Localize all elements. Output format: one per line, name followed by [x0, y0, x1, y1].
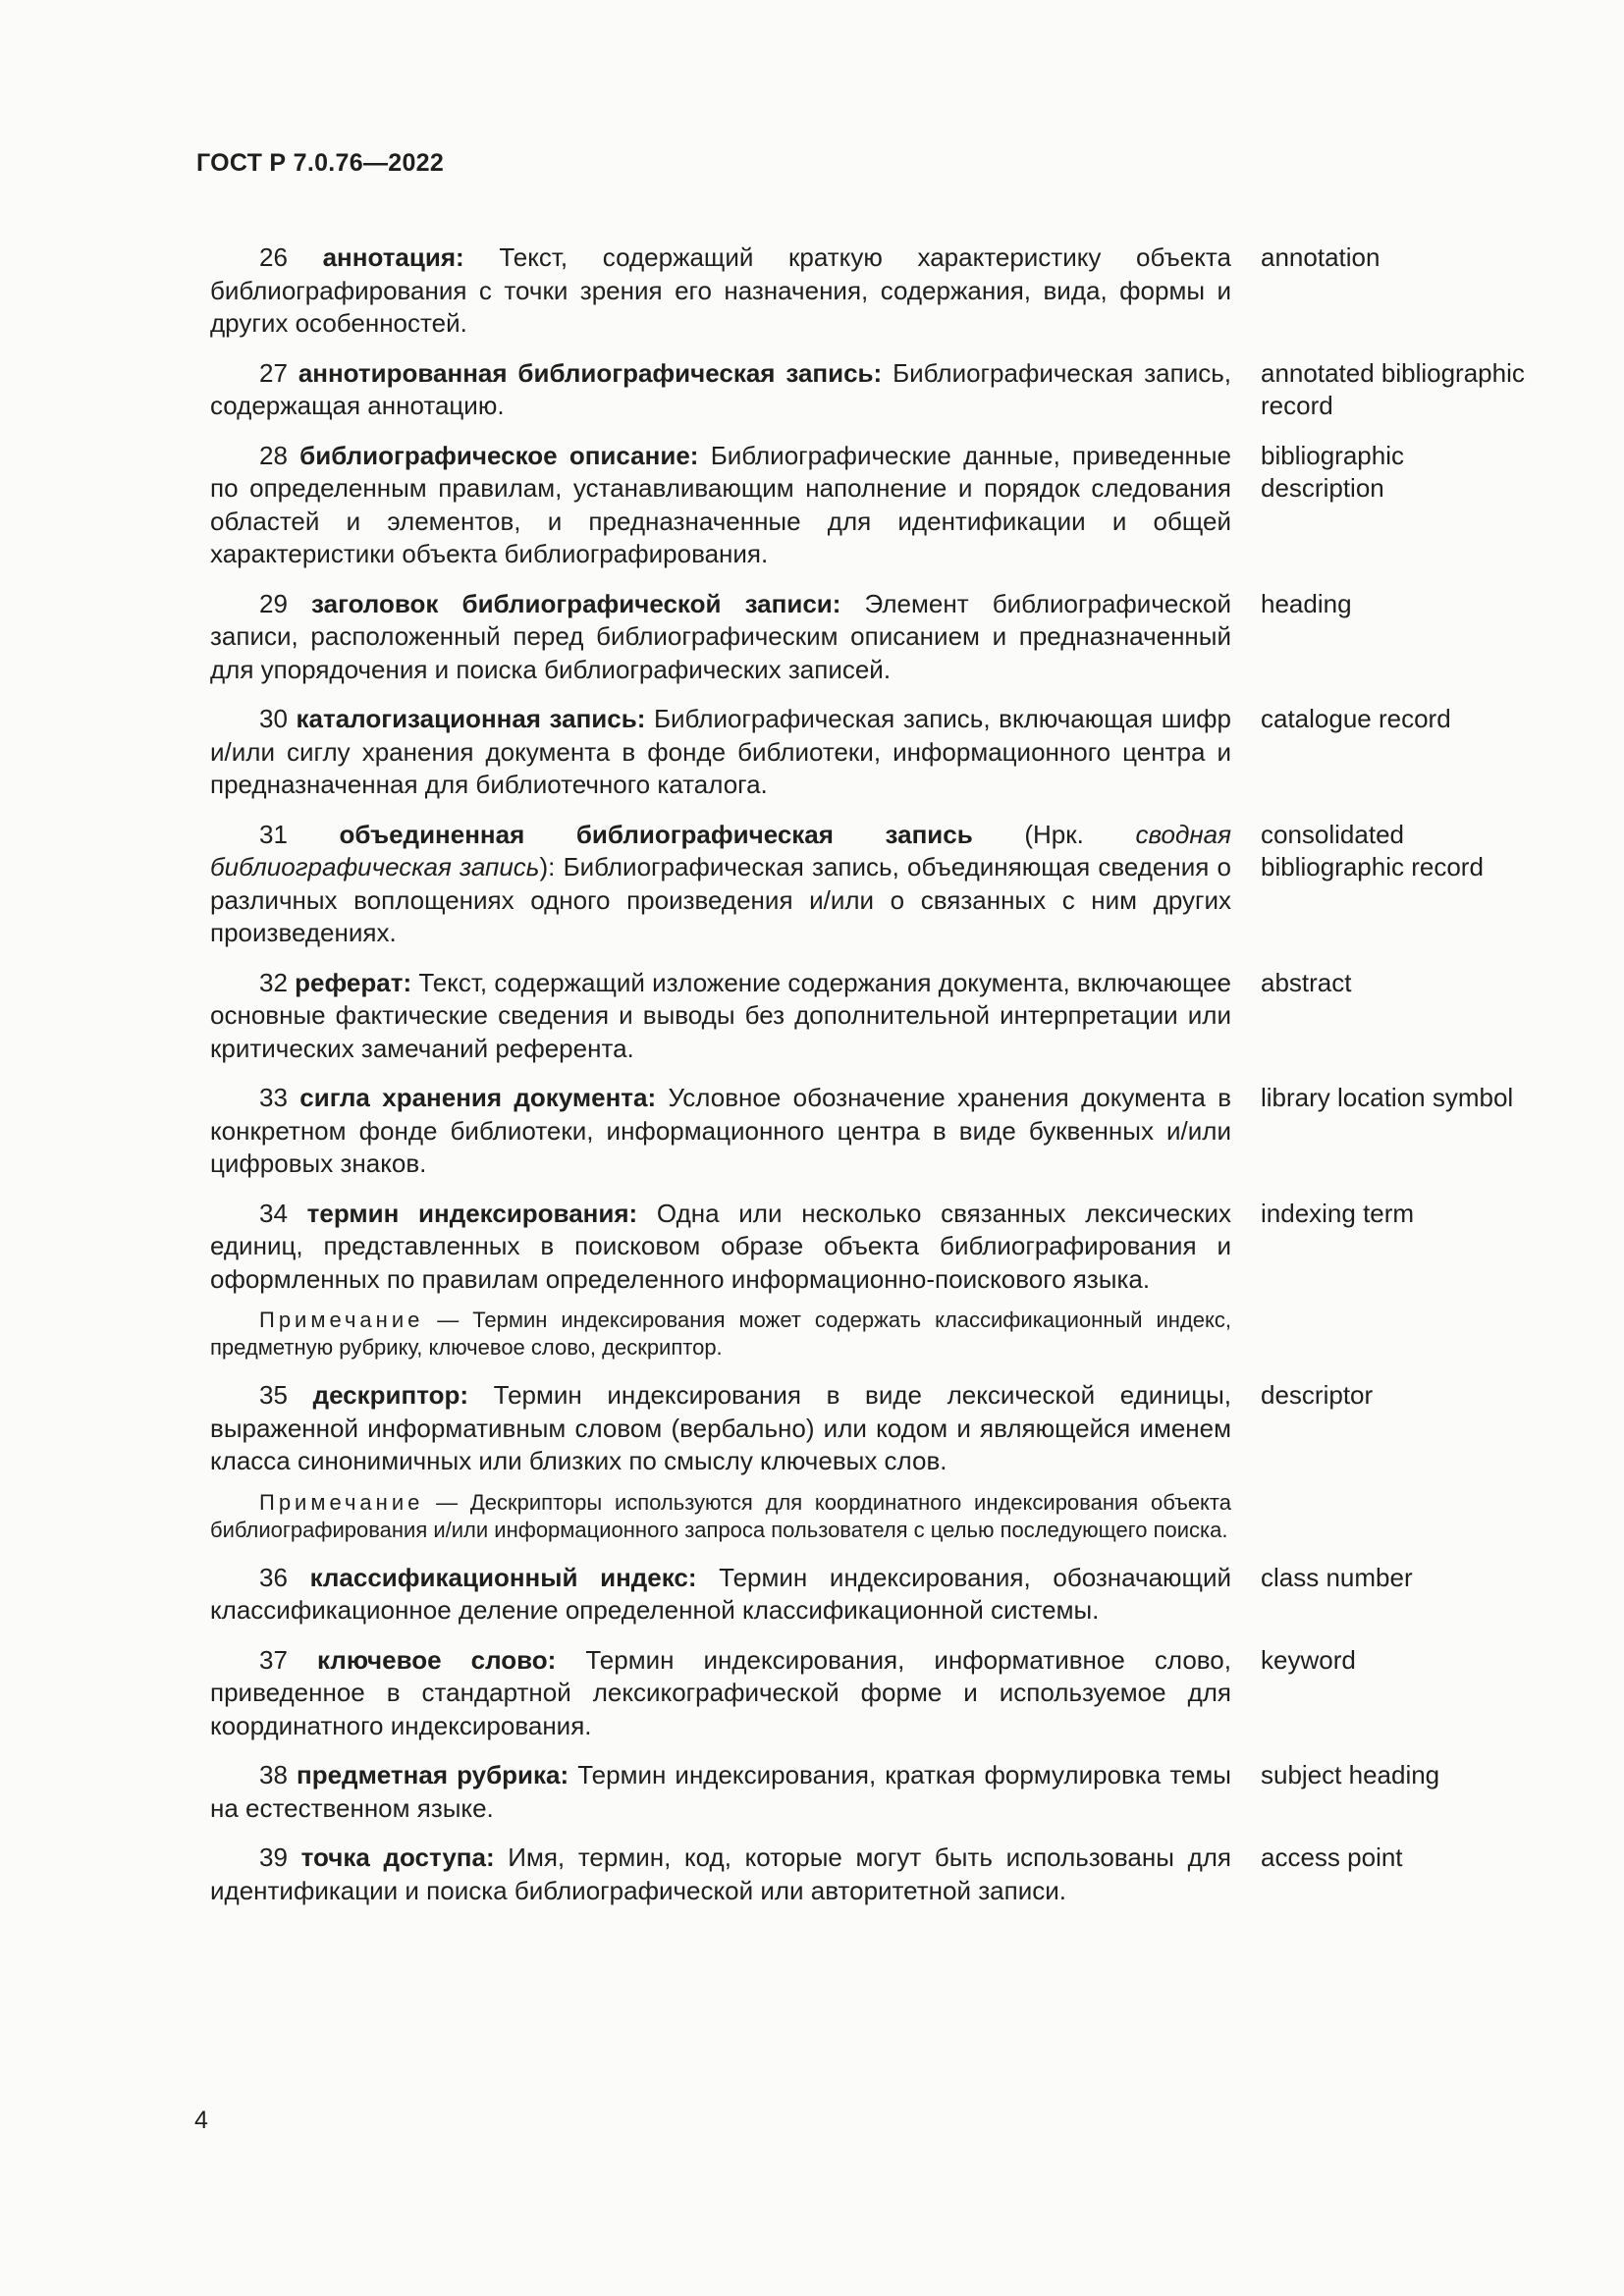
- term-definition: [210, 1644, 1231, 1743]
- term-number: 27: [259, 357, 288, 388]
- term-definition-text: Имя, термин, код, которые могут быть использованы для идентификации и поиска библиографической или авторитетной записи.: [210, 1842, 1231, 1905]
- standard-code-header: ГОСТ Р 7.0.76—2022: [196, 149, 445, 177]
- term-name: дескриптор:: [312, 1380, 469, 1410]
- term-entry: [210, 1379, 1526, 1478]
- term-definition-text: Элемент библиографической записи, расположенный перед библиографическим описанием и предназначенный для упорядочения и поиска библиографических записей.: [210, 588, 1231, 684]
- term-entry: [210, 1842, 1526, 1907]
- term-english: descriptor: [1261, 1380, 1374, 1410]
- term-entry: [210, 241, 1526, 341]
- term-entry: [210, 440, 1526, 571]
- term-definition-text: Библиографические данные, приведенные по определенным правилам, устанавливающим наполнение и порядок следования областей и элементов, и предназначенные для идентификации и общей характеристики объекта библиографирования.: [210, 440, 1231, 568]
- term-english: catalogue record: [1261, 704, 1451, 733]
- term-english: annotation: [1261, 242, 1380, 272]
- term-definition: [210, 1562, 1231, 1628]
- term-definition-text: Библиографическая запись, содержащая аннотацию.: [210, 357, 1231, 420]
- term-definition-text: Текст, содержащий изложение содержания документа, включающее основные фактические сведения и выводы без дополнительной интерпретации или критических замечаний референта.: [210, 967, 1231, 1063]
- term-number: 30: [259, 704, 288, 733]
- term-number: 32: [259, 967, 288, 997]
- term-entry: [210, 357, 1526, 423]
- note-text: — Термин индексирования может содержать классификационный индекс, предметную рубрику, ключевое слово, дескриптор.: [210, 1308, 1231, 1360]
- term-definition-text: Текст, содержащий краткую характеристику объекта библиографирования с точки зрения его назначения, содержания, вида, формы и других особенностей.: [210, 242, 1231, 338]
- term-number: 37: [259, 1644, 288, 1675]
- term-definition-text: Термин индексирования, обозначающий классификационное деление определенной классификационной системы.: [210, 1562, 1231, 1625]
- term-english: bibliographic description: [1261, 440, 1404, 503]
- term-name: заголовок библиографической записи:: [311, 588, 841, 618]
- note-text: — Дескрипторы используются для координатного индексирования объекта библиографирования и/или информационного запроса пользователя с целью последующего поиска.: [210, 1489, 1231, 1542]
- term-note: [210, 1307, 1231, 1362]
- term-english: consolidated bibliographic record: [1261, 819, 1484, 881]
- term-number: 29: [259, 588, 288, 618]
- term-name: аннотированная библиографическая запись:: [298, 357, 883, 388]
- term-definition-text: Библиографическая запись, включающая шифр и/или сиглу хранения документа в фонде библиотеки, информационного центра и предназначенная для библиотечного каталога.: [210, 704, 1231, 799]
- term-aside-open: (Нрк.: [972, 819, 1136, 849]
- term-definition: [210, 241, 1231, 341]
- term-aside-close: ):: [539, 852, 556, 881]
- term-entry: [210, 1644, 1526, 1743]
- term-english: annotated bibliographic record: [1261, 357, 1525, 420]
- term-entry: [210, 1082, 1526, 1181]
- term-entry: [210, 1759, 1526, 1825]
- term-name: реферат:: [295, 967, 412, 997]
- term-definition: [210, 588, 1231, 687]
- term-note: [210, 1489, 1231, 1544]
- term-number: 38: [259, 1760, 288, 1789]
- page-number: 4: [194, 2107, 208, 2134]
- term-name: библиографическое описание:: [299, 440, 699, 470]
- term-english: class number: [1261, 1562, 1413, 1592]
- note-label: Примечание: [259, 1489, 424, 1515]
- term-number: 33: [259, 1083, 288, 1112]
- term-english: library location symbol: [1261, 1083, 1514, 1112]
- term-definition: [210, 1842, 1231, 1907]
- term-name: ключевое слово:: [316, 1644, 557, 1675]
- term-definition: [210, 967, 1231, 1066]
- term-number: 26: [259, 242, 288, 272]
- term-english: keyword: [1261, 1644, 1356, 1675]
- term-english: abstract: [1261, 967, 1352, 997]
- term-definition: [210, 440, 1231, 571]
- term-name: классификационный индекс:: [309, 1562, 697, 1592]
- term-number: 39: [259, 1842, 288, 1872]
- term-number: 36: [259, 1562, 288, 1592]
- term-definition-text: Одна или несколько связанных лексических единиц, представленных в поисковом образе объекта библиографирования и оформленных по правилам определенного информационно-поискового языка.: [210, 1198, 1231, 1294]
- term-name: каталогизационная запись:: [296, 704, 646, 733]
- term-english: access point: [1261, 1842, 1403, 1872]
- term-number: 28: [259, 440, 288, 470]
- term-definition: [210, 1379, 1231, 1478]
- term-entry: [210, 1198, 1526, 1297]
- term-number: 35: [259, 1380, 288, 1410]
- term-definition: [210, 1759, 1231, 1825]
- term-name: точка доступа:: [300, 1842, 495, 1872]
- term-number: 31: [259, 819, 288, 849]
- term-english: indexing term: [1261, 1198, 1415, 1228]
- term-definition-text: Термин индексирования, информативное слово, приведенное в стандартной лексикографической форме и используемое для координатного индексирования.: [210, 1644, 1231, 1740]
- term-english: subject heading: [1261, 1760, 1440, 1789]
- term-deprecated: сводная библиографическая запись: [210, 819, 1231, 881]
- term-name: предметная рубрика:: [297, 1760, 569, 1789]
- note-label: Примечание: [259, 1308, 424, 1332]
- term-definition-text: Термин индексирования в виде лексической единицы, выраженной информативным словом (вербально) или кодом и являющейся именем класса синонимичных или близких по смыслу ключевых слов.: [210, 1380, 1232, 1475]
- term-entry: [210, 588, 1526, 687]
- term-definition: [210, 1198, 1231, 1297]
- term-definition-text: Условное обозначение хранения документа в конкретном фонде библиотеки, информационного центра в виде буквенных и/или цифровых знаков.: [210, 1083, 1232, 1178]
- term-name: аннотация:: [322, 242, 464, 272]
- term-name: сигла хранения документа:: [299, 1083, 657, 1112]
- term-entry: [210, 1562, 1526, 1628]
- terms-list: [210, 241, 1526, 1924]
- term-name: объединенная библиографическая запись: [339, 819, 973, 849]
- term-english: heading: [1261, 588, 1352, 618]
- term-definition: [210, 357, 1231, 423]
- term-definition: [210, 819, 1231, 950]
- term-entry: [210, 967, 1526, 1066]
- term-definition-text: Библиографическая запись, объединяющая сведения о различных воплощениях одного произведения и/или о связанных с ним других произведениях.: [210, 852, 1232, 947]
- term-definition-text: Термин индексирования, краткая формулировка темы на естественном языке.: [210, 1760, 1231, 1823]
- term-number: 34: [259, 1198, 288, 1228]
- term-entry: [210, 703, 1526, 802]
- term-name: термин индексирования:: [306, 1198, 638, 1228]
- term-definition: [210, 703, 1231, 802]
- term-entry: [210, 819, 1526, 950]
- term-definition: [210, 1082, 1231, 1181]
